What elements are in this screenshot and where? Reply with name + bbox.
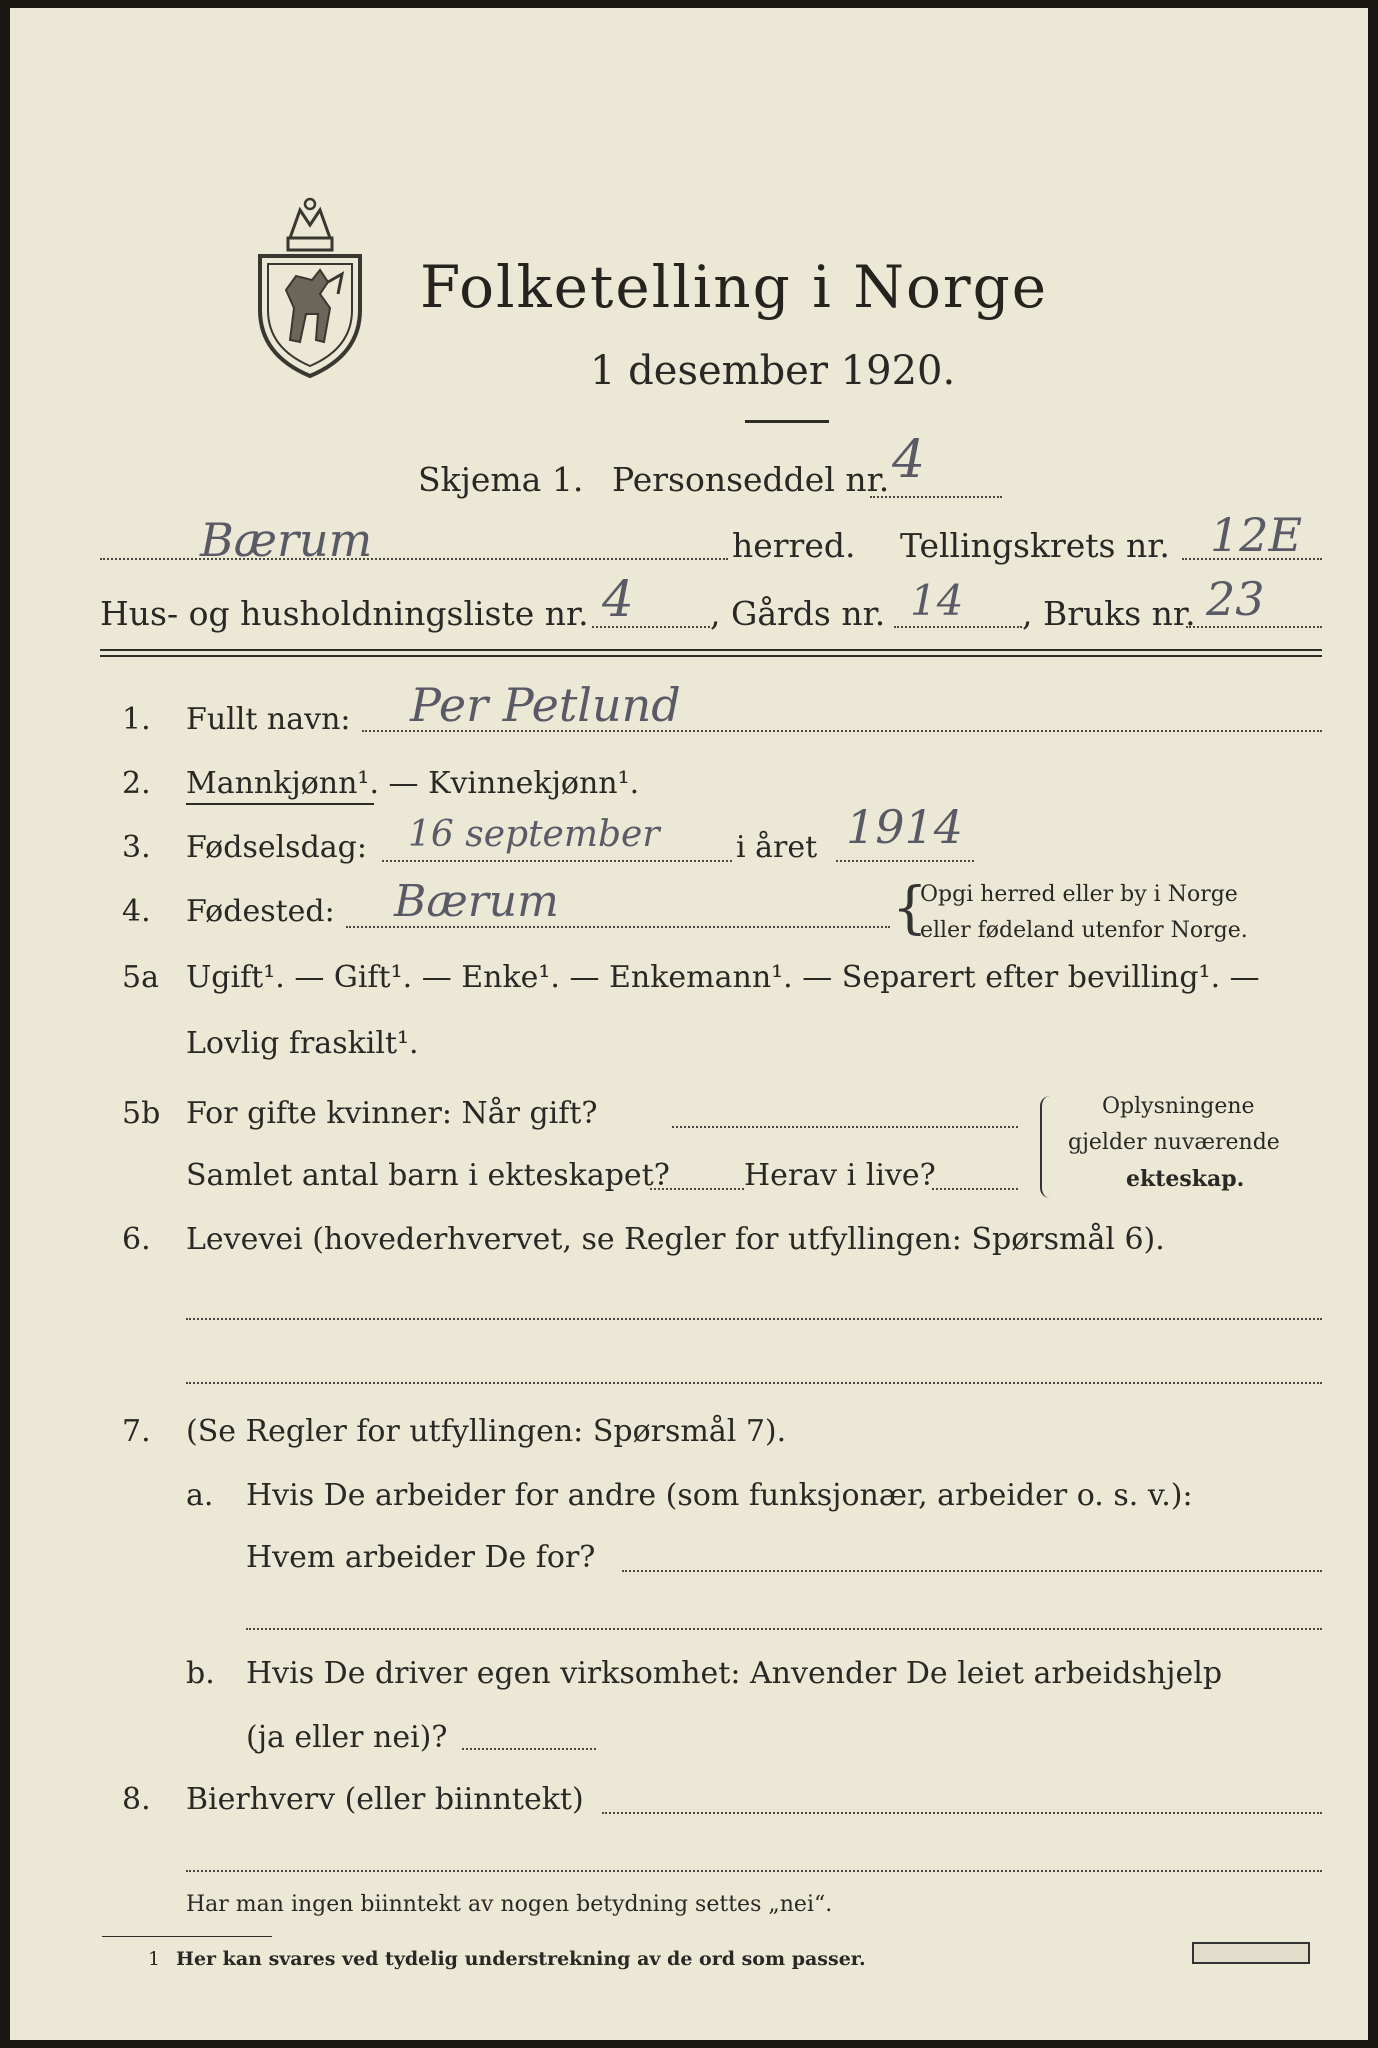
gards-line xyxy=(894,626,1022,628)
footnote-number: 1 xyxy=(148,1948,161,1970)
q7-label: (Se Regler for utfyllingen: Spørsmål 7). xyxy=(186,1414,787,1449)
hus-value[interactable]: 4 xyxy=(602,570,634,628)
q3-value[interactable]: 16 september xyxy=(408,814,660,855)
q4-note-brace: { xyxy=(892,876,928,941)
q8-line-1 xyxy=(602,1812,1322,1814)
gards-value[interactable]: 14 xyxy=(910,576,964,625)
q1-number: 1. xyxy=(122,702,151,737)
q4-label: Fødested: xyxy=(186,894,335,929)
footnote-text: Her kan svares ved tydelig understrekning av de ord som passer. xyxy=(176,1948,866,1970)
q5b-line1: For gifte kvinner: Når gift? xyxy=(186,1096,598,1131)
q3-line xyxy=(382,860,732,862)
q1-value[interactable]: Per Petlund xyxy=(410,678,681,732)
census-date: 1 desember 1920. xyxy=(590,348,956,394)
census-form xyxy=(10,8,1368,2040)
q8-number: 8. xyxy=(122,1782,151,1817)
q6-line-2 xyxy=(186,1382,1322,1384)
q7a-employer-line xyxy=(622,1570,1322,1572)
q7a-letter: a. xyxy=(186,1478,214,1513)
q8-line-2 xyxy=(186,1870,1322,1872)
herred-label: herred. xyxy=(732,526,856,565)
q7b-letter: b. xyxy=(186,1656,215,1691)
q3-year-value[interactable]: 1914 xyxy=(846,800,964,854)
q2-number: 2. xyxy=(122,766,151,801)
q5a-number: 5a xyxy=(122,960,159,995)
bruks-line xyxy=(1186,626,1322,628)
q4-value[interactable]: Bærum xyxy=(394,876,559,927)
q5a-line2: Lovlig fraskilt¹. xyxy=(186,1026,419,1061)
q3-year-label: i året xyxy=(736,830,818,865)
personseddel-line xyxy=(870,496,1002,498)
q7b-answer-line xyxy=(462,1748,596,1750)
q2-underline xyxy=(186,803,374,805)
tellingskrets-label: Tellingskrets nr. xyxy=(900,526,1170,565)
q5b-line2b: Herav i live? xyxy=(744,1158,936,1193)
q5b-note-line2: gjelder nuværende xyxy=(1068,1130,1280,1155)
q6-number: 6. xyxy=(122,1222,151,1257)
municipality-value[interactable]: Bærum xyxy=(200,513,373,567)
q7b-line1: Hvis De driver egen virksomhet: Anvender De leiet arbeidshjelp xyxy=(246,1656,1223,1691)
q3-number: 3. xyxy=(122,830,151,865)
q6-label: Levevei (hovederhvervet, se Regler for utfyllingen: Spørsmål 6). xyxy=(186,1222,1165,1257)
coat-of-arms-icon xyxy=(250,190,370,380)
q5b-note-line1: Oplysningene xyxy=(1102,1094,1255,1119)
q2-label: Mannkjønn¹. — Kvinnekjønn¹. xyxy=(186,766,640,801)
bruks-label: , Bruks nr. xyxy=(1022,594,1196,633)
q5b-married-line xyxy=(672,1126,1018,1128)
nei-note: Har man ingen biinntekt av nogen betydning settes „nei“. xyxy=(186,1892,833,1917)
header-rule-bottom xyxy=(100,655,1322,657)
q7b-line2: (ja eller nei)? xyxy=(246,1720,448,1755)
q5a-line1: Ugift¹. — Gift¹. — Enke¹. — Enkemann¹. — Separert efter bevilling¹. — xyxy=(186,960,1260,995)
hus-label: Hus- og husholdningsliste nr. xyxy=(100,594,589,633)
q7-number: 7. xyxy=(122,1414,151,1449)
printer-stamp xyxy=(1192,1942,1310,1964)
q7a-line2: Hvem arbeider De for? xyxy=(246,1540,596,1575)
q3-year-line xyxy=(836,860,974,862)
q5b-number: 5b xyxy=(122,1096,161,1131)
q5b-children-line xyxy=(650,1188,744,1190)
header-rule-top xyxy=(100,649,1322,651)
tellingskrets-value[interactable]: 12E xyxy=(1210,508,1303,562)
personseddel-value[interactable]: 4 xyxy=(892,430,926,490)
gards-label: , Gårds nr. xyxy=(710,594,886,633)
q5b-alive-line xyxy=(932,1188,1018,1190)
q1-label: Fullt navn: xyxy=(186,702,351,737)
personseddel-label: Personseddel nr. xyxy=(612,460,890,499)
q3-label: Fødselsdag: xyxy=(186,830,367,865)
title-rule xyxy=(745,420,829,423)
q6-line-1 xyxy=(186,1318,1322,1320)
q7a-line1: Hvis De arbeider for andre (som funksjonær, arbeider o. s. v.): xyxy=(246,1478,1193,1513)
q8-label: Bierhverv (eller biinntekt) xyxy=(186,1782,584,1817)
q4-number: 4. xyxy=(122,894,151,929)
bruks-value[interactable]: 23 xyxy=(1206,572,1265,626)
q5b-line2a: Samlet antal barn i ekteskapet? xyxy=(186,1158,670,1193)
municipality-line xyxy=(100,558,728,560)
q4-note-line2: eller fødeland utenfor Norge. xyxy=(920,918,1248,943)
q4-note-line1: Opgi herred eller by i Norge xyxy=(920,882,1238,907)
form-title: Folketelling i Norge xyxy=(420,253,1049,321)
q7a-extra-line xyxy=(246,1628,1322,1630)
q5b-note-bracket xyxy=(1040,1096,1052,1198)
q5b-note-line3: ekteskap. xyxy=(1126,1166,1245,1192)
skjema-label: Skjema 1. xyxy=(418,460,584,499)
footnote-rule xyxy=(102,1936,272,1937)
